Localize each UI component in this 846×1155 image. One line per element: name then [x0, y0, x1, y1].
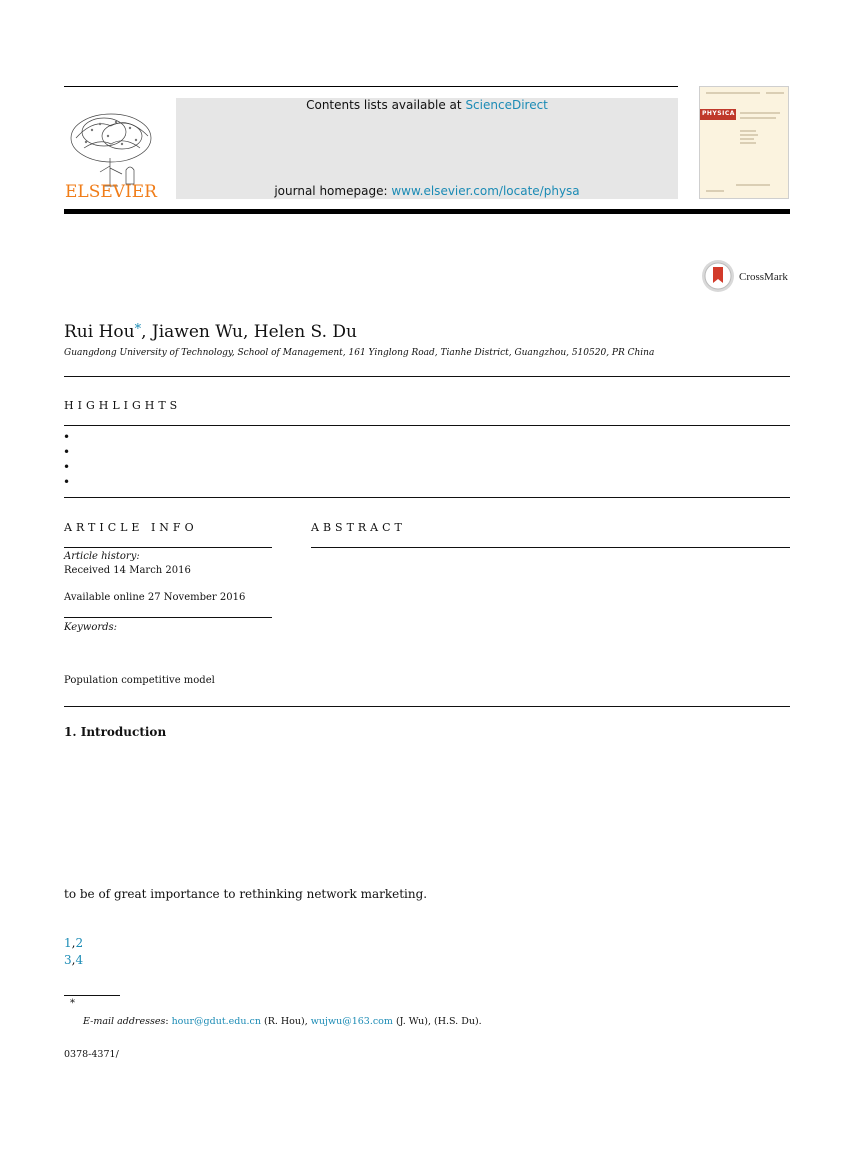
rule-abstract [311, 547, 790, 548]
header-thick-rule [64, 209, 790, 214]
keyword-item: Population competitive model [64, 675, 215, 686]
citation-link[interactable]: 1 [64, 936, 72, 950]
footnote-marker: * [70, 998, 75, 1009]
journal-homepage-link[interactable]: www.elsevier.com/locate/physa [391, 184, 580, 198]
keywords-label: Keywords: [64, 622, 118, 633]
highlight-bullet: • [63, 460, 71, 474]
corresponding-author-marker[interactable]: * [134, 322, 142, 337]
citation-link[interactable]: 3 [64, 953, 72, 967]
citation-separator: , [71, 953, 76, 967]
email-addresses-label: E-mail addresses [83, 1016, 166, 1027]
rule-below-highlights-heading [64, 425, 790, 426]
crossmark-icon[interactable] [701, 259, 735, 293]
received-date: Received 14 March 2016 [64, 565, 191, 576]
footnote-rule [64, 995, 120, 996]
rule-above-highlights [64, 376, 790, 377]
footnote-email-addresses [83, 1016, 482, 1027]
homepage-prefix: journal homepage: [274, 184, 392, 198]
highlight-bullet: • [63, 430, 71, 444]
issn-line: 0378-4371/ [64, 1049, 119, 1060]
affiliation: Guangdong University of Technology, School of Management, 161 Yinglong Road, Tianhe District, Guangzhou, 510520, PR China [64, 348, 655, 358]
journal-homepage-line [176, 184, 678, 198]
rule-above-keywords [64, 617, 272, 618]
cover-text-lines [700, 87, 789, 199]
first-author: Rui Hou [64, 322, 135, 342]
header-top-rule [64, 86, 678, 87]
citation-link[interactable]: 4 [75, 953, 84, 967]
sciencedirect-link[interactable]: ScienceDirect [465, 98, 548, 112]
cover-title: PHYSICA [702, 110, 735, 117]
crossmark-label[interactable]: CrossMark [739, 271, 788, 283]
highlights-heading: HIGHLIGHTS [64, 399, 182, 412]
available-online-date: Available online 27 November 2016 [64, 592, 246, 603]
elsevier-wordmark: ELSEVIER [65, 182, 157, 202]
introduction-heading: 1. Introduction [64, 725, 167, 739]
email-link-wu[interactable]: wujwu@163.com [310, 1016, 393, 1027]
footnote-colon: : [165, 1016, 172, 1027]
contents-prefix: Contents lists available at [306, 98, 466, 112]
article-info-heading: ARTICLE INFO [64, 521, 198, 534]
rule-below-highlights [64, 497, 790, 498]
citation-refs-1-2 [64, 936, 83, 950]
highlight-bullet: • [63, 475, 71, 489]
email-link-hou[interactable]: hour@gdut.edu.cn [171, 1016, 261, 1027]
article-history-label: Article history: [64, 551, 140, 562]
highlight-bullet: • [63, 445, 71, 459]
contents-lists-line [176, 98, 678, 112]
other-authors: , Jiawen Wu, Helen S. Du [141, 322, 357, 342]
rule-above-introduction [64, 706, 790, 707]
citation-refs-3-4 [64, 953, 83, 967]
email-owner-hou: (R. Hou), [260, 1016, 311, 1027]
journal-cover-thumbnail [699, 86, 789, 199]
rule-article-info [64, 547, 272, 548]
citation-separator: , [71, 936, 76, 950]
author-list [64, 322, 357, 342]
email-owner-wu-du: (J. Wu), (H.S. Du). [392, 1016, 482, 1027]
intro-body-line: to be of great importance to rethinking network marketing. [64, 887, 428, 901]
citation-link[interactable]: 2 [75, 936, 84, 950]
abstract-heading: ABSTRACT [311, 521, 406, 534]
